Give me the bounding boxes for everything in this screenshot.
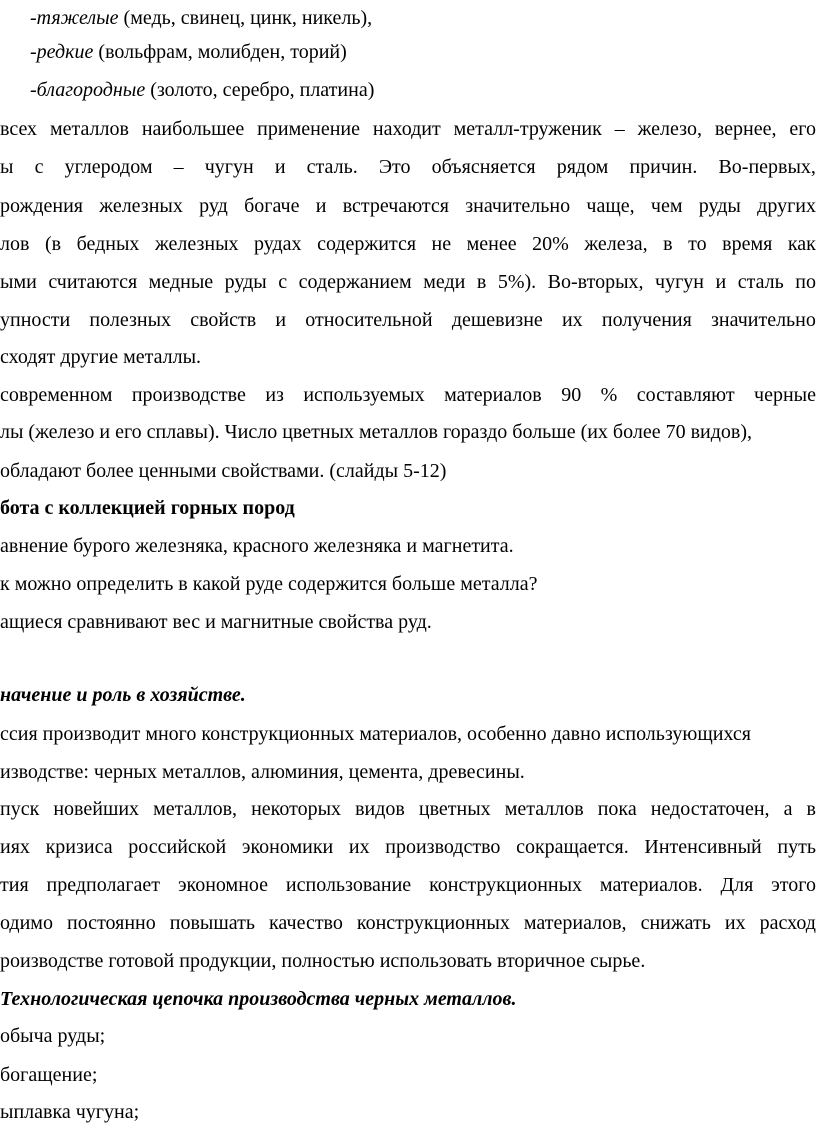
word: иях — [0, 836, 30, 858]
word: Для — [720, 874, 754, 896]
word: руд — [199, 195, 228, 217]
word: (в — [44, 233, 62, 255]
word: значительно — [465, 195, 571, 217]
word: материалов — [444, 384, 542, 406]
word: встречаются — [342, 195, 449, 217]
word: металлов — [49, 118, 129, 140]
word: качество — [269, 912, 343, 934]
term-rare: редкие — [36, 41, 94, 63]
chain-heading: Технологическая цепочка производства черных металлов. — [0, 988, 517, 1010]
role-line-2: изводстве: черных металлов, алюминия, цемента, древесины. — [0, 761, 525, 783]
word: сталь. — [306, 156, 358, 178]
word: углеродом — [64, 156, 153, 178]
para-iron-line — [0, 117, 816, 141]
word: пока — [597, 798, 637, 820]
word: Это — [378, 156, 411, 178]
collection-line-2: к можно определить в какой руде содержится больше металла? — [0, 573, 538, 595]
word: Во-первых, — [718, 156, 816, 178]
para-output-line — [0, 835, 816, 859]
word: дешевизне — [451, 309, 543, 331]
word: руды — [224, 271, 267, 293]
word: повышать — [169, 912, 255, 934]
word: свойств — [190, 309, 257, 331]
word: этого — [771, 874, 816, 896]
word: с — [278, 271, 288, 293]
chain-item: обыча руды; — [0, 1025, 106, 1047]
chain-item: богащение; — [0, 1064, 98, 1086]
word: лов — [0, 233, 30, 255]
word: применение — [257, 118, 360, 140]
word: путь — [777, 836, 816, 858]
word: значительно — [711, 309, 816, 331]
word: бедных — [76, 233, 140, 255]
word: в — [806, 798, 816, 820]
word: металлов — [504, 798, 584, 820]
word: материалов. — [599, 874, 703, 896]
word: объясняется — [431, 156, 536, 178]
word: относительной — [305, 309, 433, 331]
word: железных — [99, 195, 183, 217]
word: содержится — [317, 233, 417, 255]
word: не — [431, 233, 452, 255]
word: получения — [601, 309, 692, 331]
word: их — [724, 912, 746, 934]
word: Во-вторых, — [547, 271, 644, 293]
word: полезных — [89, 309, 172, 331]
word: одимо — [0, 912, 53, 934]
role-heading: начение и роль в хозяйстве. — [0, 684, 246, 706]
word: 20% — [532, 233, 569, 255]
word: кризиса — [45, 836, 113, 858]
role-line-1: ссия производит много конструкционных материалов, особенно давно использующихся — [0, 723, 751, 745]
word: – — [173, 156, 184, 178]
word: и — [274, 156, 286, 178]
word: сокращается. — [516, 836, 629, 858]
word: рудах — [254, 233, 302, 255]
word: а — [783, 798, 793, 820]
word: его — [789, 118, 816, 140]
word: пуск — [0, 798, 40, 820]
collection-line-1: авнение бурого железняка, красного железняка и магнетита. — [0, 535, 514, 557]
word: производство — [385, 836, 501, 858]
word: видов — [355, 798, 405, 820]
para-iron-line — [0, 194, 816, 218]
word: обладают более ценными свойствами. (слайды 5-12) — [0, 460, 447, 482]
para-output-line — [0, 797, 816, 821]
word: производстве — [131, 384, 246, 406]
word: тия — [0, 874, 29, 896]
collection-line-3: ащиеся сравнивают вес и магнитные свойства руд. — [0, 611, 432, 633]
word: современном — [0, 384, 113, 406]
word: время — [722, 233, 773, 255]
word: цветных — [418, 798, 491, 820]
word: – — [614, 118, 625, 140]
word: роизводстве готовой продукции, полностью использовать вторичное сырье. — [0, 950, 646, 972]
term-heavy: тяжелые — [36, 7, 119, 29]
word: ы — [0, 156, 14, 178]
word: 90 — [561, 384, 582, 406]
word: их — [561, 309, 583, 331]
word: сходят другие металлы. — [0, 346, 202, 368]
word: богаче — [244, 195, 300, 217]
word: % — [600, 384, 618, 406]
word: черные — [754, 384, 816, 406]
word: использование — [285, 874, 412, 896]
word: причин. — [629, 156, 698, 178]
word: и — [315, 195, 327, 217]
word: железа, — [584, 233, 648, 255]
word: Интенсивный — [644, 836, 762, 858]
word: рядом — [556, 156, 609, 178]
word: медные — [148, 271, 214, 293]
word: составляют — [636, 384, 735, 406]
word: предполагает — [46, 874, 161, 896]
collection-heading: бота с коллекцией горных пород — [0, 497, 295, 519]
para-output-line — [0, 911, 816, 935]
word: чем — [650, 195, 683, 217]
para-output-line — [0, 949, 816, 973]
word: российской — [128, 836, 227, 858]
list-item-heavy-metals: -тяжелые (медь, свинец, цинк, никель), — [30, 7, 373, 29]
para-modern-line — [0, 459, 816, 483]
word: из — [265, 384, 284, 406]
word: вернее, — [714, 118, 777, 140]
word: расход — [759, 912, 816, 934]
word: по — [795, 271, 816, 293]
list-item-noble-metals: -благородные (золото, серебро, платина) — [30, 79, 375, 101]
word: недостаточен, — [650, 798, 770, 820]
list-item-rare-metals: -редкие (вольфрам, молибден, торий) — [30, 41, 347, 63]
word: как — [787, 233, 816, 255]
term-noble: благородные — [36, 79, 146, 101]
word: материалов, — [523, 912, 627, 934]
para-output-line — [0, 873, 816, 897]
word: их — [348, 836, 370, 858]
word: конструкционных — [356, 912, 510, 934]
word: чугун — [204, 156, 254, 178]
para-modern-line — [0, 420, 816, 444]
word: железных — [154, 233, 239, 255]
word: в — [476, 271, 487, 293]
para-iron-line — [0, 232, 816, 256]
word: с — [34, 156, 44, 178]
word: экономное — [177, 874, 269, 896]
word: наибольшее — [141, 118, 245, 140]
word: чаще, — [586, 195, 635, 217]
word: сталь — [737, 271, 784, 293]
word: упности — [0, 309, 71, 331]
word: содержанием — [298, 271, 412, 293]
word: некоторых — [251, 798, 342, 820]
word: 5%). — [497, 271, 537, 293]
word: всех — [0, 118, 38, 140]
word: конструкционных — [429, 874, 583, 896]
word: в — [663, 233, 673, 255]
word: экономики — [241, 836, 334, 858]
word: рождения — [0, 195, 83, 217]
word: и — [275, 309, 287, 331]
word: менее — [466, 233, 517, 255]
word: металл-труженик — [453, 118, 602, 140]
word: новейших — [53, 798, 140, 820]
word: снижать — [640, 912, 711, 934]
word: используемых — [303, 384, 425, 406]
word: то — [688, 233, 707, 255]
word: считаются — [48, 271, 138, 293]
word: железо, — [637, 118, 702, 140]
word: лы (железо и его сплавы). Число цветных металлов гораздо больше (их более 70 видов), — [0, 421, 753, 443]
word: ыми — [0, 271, 37, 293]
word: и — [715, 271, 727, 293]
para-iron-line — [0, 308, 816, 332]
word: находит — [372, 118, 441, 140]
para-iron-line — [0, 155, 816, 179]
para-iron-line — [0, 270, 816, 294]
para-modern-line — [0, 383, 816, 407]
word: руды — [698, 195, 741, 217]
word: меди — [423, 271, 466, 293]
word: постоянно — [66, 912, 156, 934]
word: металлов, — [153, 798, 238, 820]
word: других — [757, 195, 816, 217]
word: чугун — [655, 271, 705, 293]
para-iron-line — [0, 345, 816, 369]
chain-item: ыплавка чугуна; — [0, 1101, 140, 1123]
